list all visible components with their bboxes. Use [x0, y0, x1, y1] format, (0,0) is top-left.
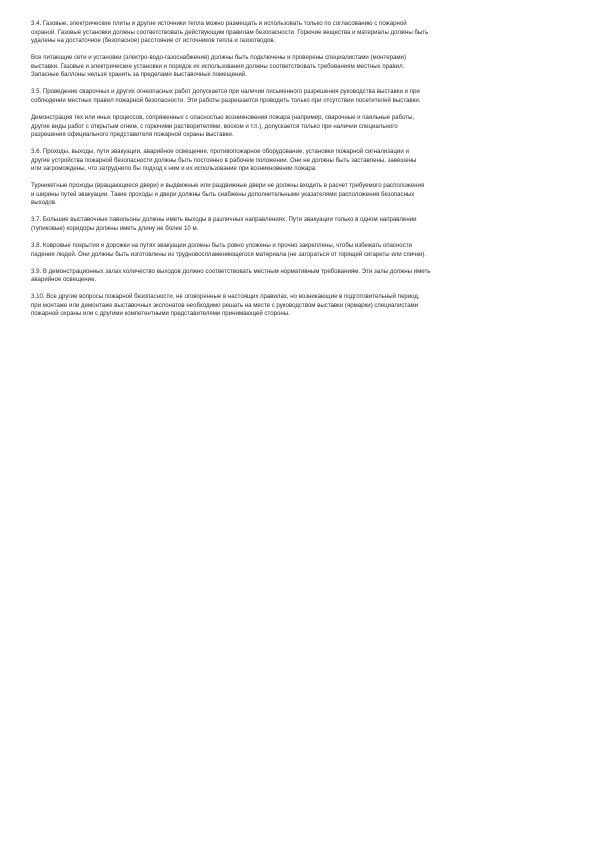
- paragraph-supply-networks: Все питающие сети и установки (электро-водо-газоснабжения) должны быть подключены и проверены специалистами (монтерами) выставки. Газовые и электрические установки и порядок их использования должны соответствовать требованиям местных правил. Запасные баллоны нельзя хранить за пределами выставочных помещений.: [31, 54, 406, 79]
- paragraph-3-9: 3.9. В демонстрационных залах количество выходов должно соответствовать местным нормативным требованиям. Эти залы должны иметь аварийное освещение.: [31, 267, 431, 284]
- paragraph-3-7: 3.7. Большие выставочные павильоны должны иметь выходы в различных направлениях. Пути эвакуации только в одном направлении (тупиковые) коридоры должны иметь длину не более 10 м.: [31, 216, 417, 233]
- paragraph-3-10: 3.10. Все другие вопросы пожарной безопасности, не оговоренные в настоящих правилах, но возникающие в подготовительный период, при монтаже или демонтаже выставочных экспонатов необходимо решать на месте с руководством выставки (ярмарки) специалистами пожарной охраны или с другими компетентными представителями принимающей стороны.: [31, 293, 420, 318]
- paragraph-3-5: 3.5. Проведение сварочных и других огнеопасных работ допускается при наличии письменного разрешения руководства выставки и при соблюдении местных правил пожарной безопасности. Эти работы разрешается проводить только при отсутствии посетителей выставки.: [31, 88, 421, 104]
- paragraph-3-6: 3.6. Проходы, выходы, пути эвакуации, аварийное освещение, противопожарное оборудование, установки пожарной сигнализации и другие устройства пожарной безопасности должны быть постоянно в рабочем положении. Они не должны быть заставлены, завешены или загромождены, что затруднило бы подход к ним и их использование при возникновении пожара.: [31, 148, 417, 173]
- document-page: [31, 20, 571, 327]
- paragraph-3-4: 3.4. Газовые, электрические плиты и другие источники тепла можно размещать и использовать только по согласованию с пожарной охраной. Газовые установки должны соответствовать действующим правилам безопасности. Горючие вещества и материалы должны быть удалены на достаточное (безопасное) расстояние от источников тепла и газоотводов.: [31, 20, 429, 45]
- paragraph-3-8: 3.8. Ковровые покрытия и дорожки на путях эвакуации должны быть ровно уложены и прочно закреплены, чтобы избежать опасности падения людей. Они должны быть изготовлены из трудновоспламеняющегося материала (не загораться от горящей сигареты или спички).: [31, 242, 427, 258]
- paragraph-demonstration-processes: Демонстрация тех или иных процессов, сопряженных с опасностью возникновения пожара (например, сварочные и паяльные работы, другие виды работ с открытым огнем, с горючими растворителями, воском и т.п.), допускается только при наличии специального разрешения официального представителя пожарной охраны выставки.: [31, 113, 415, 139]
- paragraph-turnstile-passages: Турникетные проходы (вращающиеся двери) и выдвижные или раздвижные двери не должны входить в расчет требуемого расположения и ширины путей эвакуации. Такие проходы и двери должны быть снабжены дополнительными указателями расположения безопасных выходов.: [31, 182, 425, 207]
